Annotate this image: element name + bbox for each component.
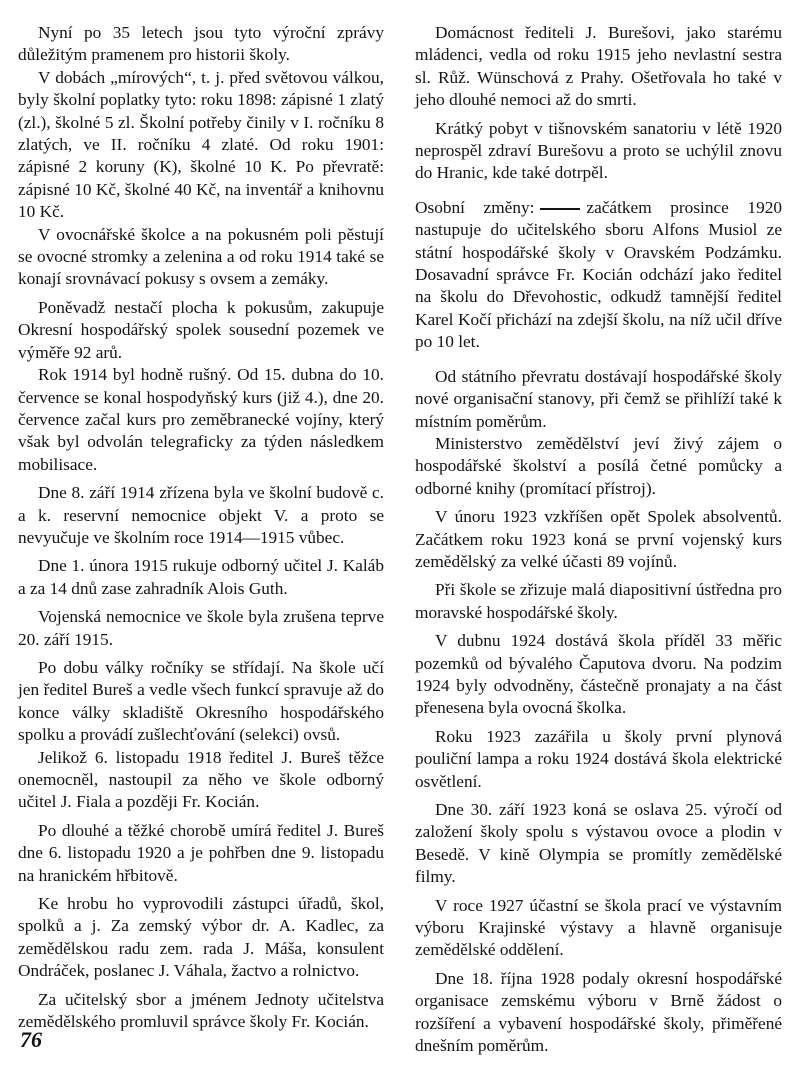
right-column xyxy=(415,22,782,1057)
paragraph: Po dlouhé a těžké chorobě umírá ředitel J. Bureš dne 6. listopadu 1920 a je pohřben dne 9. listopadu na hranickém hřbitově. xyxy=(18,820,384,885)
paragraph: V dubnu 1924 dostává škola příděl 33 měřic pozemků od bývalého Čaputova dvoru. Na podzim 1924 byly odvodněny, částečně pronajaty a na část přenesena byla ovocná školka. xyxy=(415,631,782,718)
separator-rule xyxy=(540,208,580,210)
paragraph: Dne 8. září 1914 zřízena byla ve školní budově c. a k. reservní nemocnice objekt V. a proto se nevyučuje ve školním roce 1914—1915 vůbec. xyxy=(18,483,384,547)
paragraph: Po dobu války ročníky se střídají. Na škole učí jen ředitel Bureš a vedle všech funkcí spravuje až do konce války skladiště Okresního hospodářského spolku a provádí zušlechťování (selekci) ovsů. xyxy=(18,657,384,745)
paragraph: V únoru 1923 vzkříšen opět Spolek absolventů. Začátkem roku 1923 koná se první vojenský kurs zemědělský za velké účasti 89 vojínů. xyxy=(415,507,782,571)
paragraph: Při škole se zřizuje malá diapositivní ústředna pro moravské hospodářské školy. xyxy=(415,580,782,622)
paragraph: Od státního převratu dostávají hospodářské školy nové organisační stanovy, při čemž se přihlíží také k místním poměrům. xyxy=(415,366,782,431)
section-lead: Osobní změny: xyxy=(415,197,535,217)
paragraph: Za učitelský sbor a jménem Jednoty učitelstva zemědělského promluvil správce školy Fr. Kocián. xyxy=(18,989,384,1032)
paragraph: V roce 1927 účastní se škola prací ve výstavním výboru Krajinské výstavy a hlavně organisuje zemědělské oddělení. xyxy=(415,895,782,960)
paragraph: Rok 1914 byl hodně rušný. Od 15. dubna do 10. července se konal hospodyňský kurs (již 4.), dne 20. července začal kurs pro zeměbranecké vojíny, který však byl odvolán telegraficky za týden následkem mobilisace. xyxy=(18,365,384,474)
paragraph: Vojenská nemocnice ve škole byla zrušena teprve 20. září 1915. xyxy=(18,607,384,649)
paragraph: Ministerstvo zemědělství jeví živý zájem o hospodářské školství a posílá četné pomůcky a odborné knihy (promítací přístroj). xyxy=(415,433,782,498)
section-body: začátkem prosince 1920 nastupuje do učitelského sboru Alfons Musiol ze státní hospodářské školy v Oravském Podzámku. Dosavadní správce Fr. Kocián odchází jako ředitel na školu do Dřevohostic, odkudž tamnější ředitel Karel Kočí přichází na zdejší školu, na níž učil dříve po 10 let. xyxy=(415,197,782,352)
paragraph: Domácnost řediteli J. Burešovi, jako starému mládenci, vedla od roku 1915 jeho nevlastní sestra sl. Růž. Wünschová z Prahy. Ošetřovala ho také v jeho dlouhé nemoci až do smrti. xyxy=(415,23,782,110)
paragraph: V dobách „mírových“, t. j. před světovou válkou, byly školní poplatky tyto: roku 1898: zápisné 1 zlatý (zl.), školné 5 zl. Školní potřeby činily v I. ročníku 8 zlatých, ve II. ročníku 4 zlaté. Od roku 1901: zápisné 2 koruny (K), školné 10 K. Po převratě: zápisné 10 Kč, školné 40 Kč, na inventář a knihovnu 10 Kč. xyxy=(18,67,384,222)
paragraph: Dne 30. září 1923 koná se oslava 25. výročí od založení školy spolu s výstavou ovoce a plodin v Besedě. V kině Olympia se promítly zemědělské filmy. xyxy=(415,800,782,887)
page-number: 76 xyxy=(20,1027,42,1052)
paragraph: Dne 1. února 1915 rukuje odborný učitel J. Kaláb a za 14 dnů zase zahradník Alois Guth. xyxy=(18,556,384,598)
personnel-changes-paragraph xyxy=(415,197,782,354)
paragraph: Ke hrobu ho vyprovodili zástupci úřadů, škol, spolků a j. Za zemský výbor dr. A. Kadlec, za zemědělskou radu zem. rada J. Máša, konsulent Ondráček, poslanec J. Váhala, žactvo a rolnictvo. xyxy=(18,894,384,981)
paragraph: V ovocnářské školce a na pokusném poli pěstují se ovocné stromky a zelenina a od roku 1914 také se konají srovnávací pokusy s ovsem a zemáky. xyxy=(18,224,384,289)
paragraph: Dne 18. října 1928 podaly okresní hospodářské organisace zemskému výboru v Brně žádost o rozšíření a vybavení hospodářské školy, přiměřené dnešním poměrům. xyxy=(415,968,782,1056)
paragraph: Jelikož 6. listopadu 1918 ředitel J. Bureš těžce onemocněl, nastoupil za něho ve škole odborný učitel J. Fiala a později Fr. Kocián. xyxy=(18,747,384,812)
left-column xyxy=(18,22,384,1033)
paragraph: Nyní po 35 letech jsou tyto výroční zprávy důležitým pramenem pro historii školy. xyxy=(18,23,384,65)
paragraph: Krátký pobyt v tišnovském sanatoriu v létě 1920 neprospěl zdraví Burešovu a proto se uchýlil znovu do Hranic, kde také dotrpěl. xyxy=(415,118,782,183)
paragraph: Roku 1923 zazářila u školy první plynová pouliční lampa a roku 1924 dostává škola elektrické osvětlení. xyxy=(415,726,782,791)
paragraph: Poněvadž nestačí plocha k pokusům, zakupuje Okresní hospodářský spolek sousední pozemek ve výměře 92 arů. xyxy=(18,297,384,362)
